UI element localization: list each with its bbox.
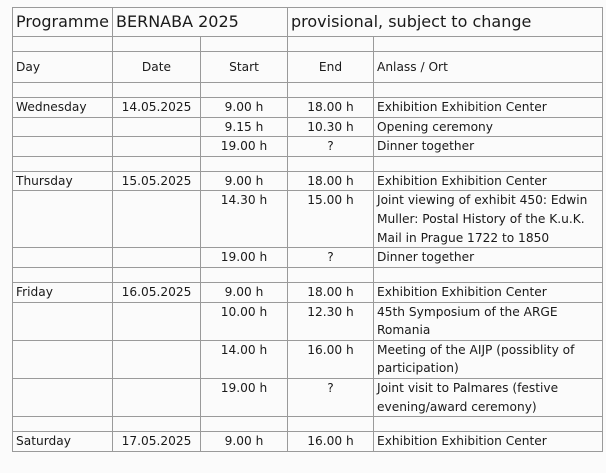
column-header-day: Day	[13, 52, 113, 83]
table-row	[13, 248, 603, 268]
start-cell: 9.00 h	[201, 432, 288, 452]
column-header-start: Start	[201, 52, 288, 83]
table-row	[13, 282, 603, 302]
event-cell: Meeting of the AIJP (possiblity of participation)	[374, 340, 603, 378]
start-cell: 9.00 h	[201, 171, 288, 191]
end-cell: 10.30 h	[288, 117, 374, 137]
end-cell: 16.00 h	[288, 340, 374, 378]
date-cell: 14.05.2025	[113, 98, 201, 118]
start-cell: 19.00 h	[201, 248, 288, 268]
title-note: provisional, subject to change	[288, 8, 603, 37]
end-cell: 18.00 h	[288, 282, 374, 302]
table-row	[13, 432, 603, 452]
title-row	[13, 8, 603, 37]
table-row	[13, 98, 603, 118]
start-cell: 9.15 h	[201, 117, 288, 137]
column-header-event: Anlass / Ort	[374, 52, 603, 83]
start-cell: 14.30 h	[201, 191, 288, 248]
day-cell: Thursday	[13, 171, 113, 191]
event-cell: Exhibition Exhibition Center	[374, 171, 603, 191]
programme-table-wrapper	[12, 7, 602, 465]
start-cell: 19.00 h	[201, 137, 288, 157]
table-row	[13, 171, 603, 191]
event-cell: Joint viewing of exhibit 450: Edwin Muller: Postal History of the K.u.K. Mail in Prague 1722 to 1850	[374, 191, 603, 248]
date-cell: 15.05.2025	[113, 171, 201, 191]
start-cell: 14.00 h	[201, 340, 288, 378]
column-header-end: End	[288, 52, 374, 83]
day-cell: Friday	[13, 282, 113, 302]
event-cell: 45th Symposium of the ARGE Romania	[374, 302, 603, 340]
table-row	[13, 302, 603, 340]
table-row	[13, 137, 603, 157]
start-cell: 19.00 h	[201, 378, 288, 416]
title-programme-label: Programme	[13, 8, 113, 37]
end-cell: 16.00 h	[288, 432, 374, 452]
event-cell: Opening ceremony	[374, 117, 603, 137]
event-cell: Exhibition Exhibition Center	[374, 282, 603, 302]
date-cell: 16.05.2025	[113, 282, 201, 302]
end-cell: 18.00 h	[288, 98, 374, 118]
event-cell: Dinner together	[374, 137, 603, 157]
column-header-row	[13, 52, 603, 83]
title-event-name: BERNABA 2025	[113, 8, 288, 37]
day-cell: Wednesday	[13, 98, 113, 118]
start-cell: 9.00 h	[201, 282, 288, 302]
event-cell: Dinner together	[374, 248, 603, 268]
spacer-row	[13, 417, 603, 432]
column-header-date: Date	[113, 52, 201, 83]
table-row	[13, 191, 603, 248]
end-cell: ?	[288, 378, 374, 416]
start-cell: 9.00 h	[201, 98, 288, 118]
spacer-row	[13, 83, 603, 98]
event-cell: Exhibition Exhibition Center	[374, 432, 603, 452]
table-row	[13, 340, 603, 378]
spacer-row	[13, 37, 603, 52]
spacer-row	[13, 156, 603, 171]
event-cell: Exhibition Exhibition Center	[374, 98, 603, 118]
end-cell: 12.30 h	[288, 302, 374, 340]
spacer-row	[13, 267, 603, 282]
end-cell: 15.00 h	[288, 191, 374, 248]
start-cell: 10.00 h	[201, 302, 288, 340]
event-cell: Joint visit to Palmares (festive evening/award ceremony)	[374, 378, 603, 416]
programme-table	[12, 7, 603, 452]
table-row	[13, 117, 603, 137]
date-cell: 17.05.2025	[113, 432, 201, 452]
table-row	[13, 378, 603, 416]
end-cell: ?	[288, 248, 374, 268]
end-cell: ?	[288, 137, 374, 157]
end-cell: 18.00 h	[288, 171, 374, 191]
day-cell: Saturday	[13, 432, 113, 452]
